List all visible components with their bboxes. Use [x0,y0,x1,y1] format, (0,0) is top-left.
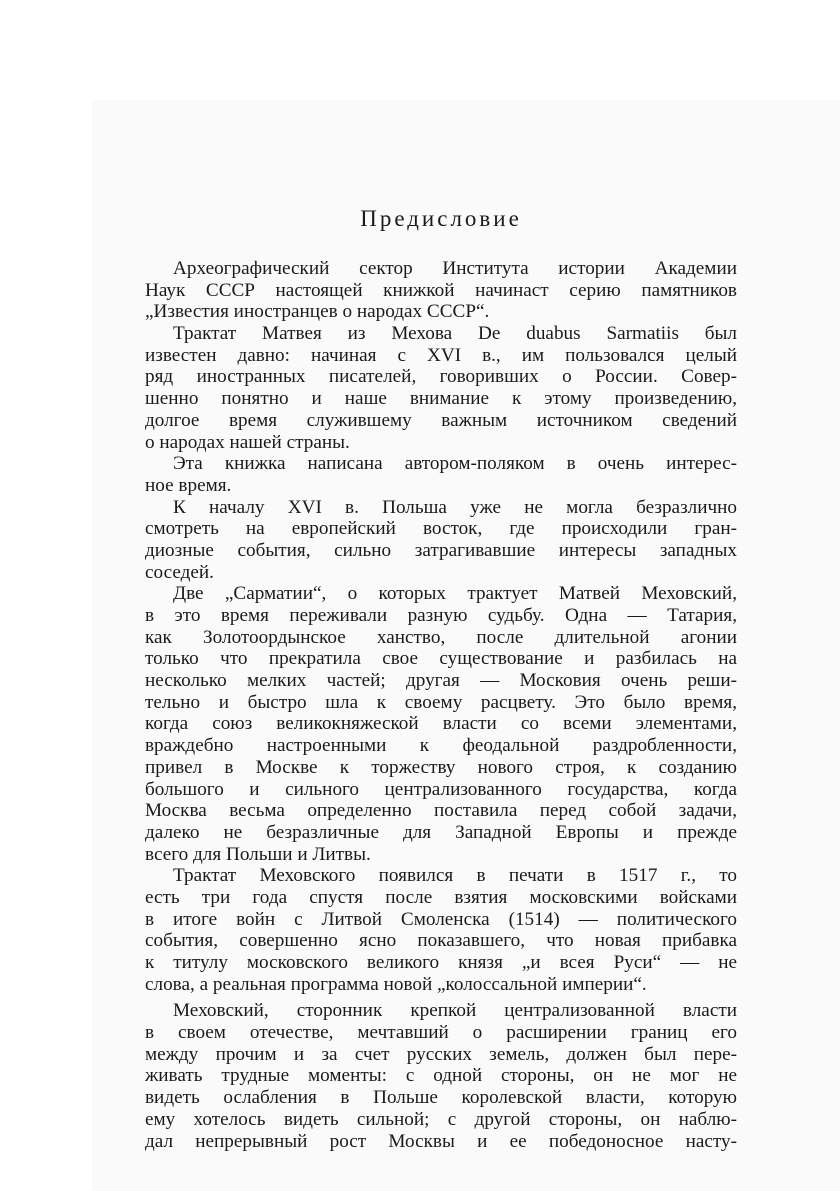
text-line: привел в Москве к торжеству нового строя, к созданию [145,756,737,778]
text-line: в это время переживали разную судьбу. Одна — Татария, [145,605,737,626]
text-line: Трактат Матвея из Мехова De duabus Sarmatiis был [173,323,737,345]
text-line: шенно понятно и наше внимание к этому произведению, [145,388,737,410]
text-line: между прочим и за счет русских земель, должен был пере- [145,1043,737,1065]
text-line: живать трудные моменты: с одной стороны, он не мог не [145,1065,737,1087]
text-line: когда союз великокняжеской власти со всеми элементами, [145,713,737,735]
text-line: долгое время служившему важным источником сведений [145,409,737,431]
text-line: только что прекратила свое существование и разбилась на [145,648,737,670]
text-line: в своем отечестве, мечтавший о расширении границ его [145,1022,737,1044]
text-line: дал непрерывный рост Москвы и ее победоносное насту- [145,1130,737,1152]
text-line: всего для Польши и Литвы. [145,843,371,865]
text-line: „Известия иностранцев о народах СССР“. [145,301,490,323]
text-line: ему хотелось видеть сильной; с другой стороны, он наблю- [145,1108,737,1130]
text-line: Москва весьма определенно поставила перед собой задачи, [145,800,737,822]
text-line: слова, а реальная программа новой „колоссальной империи“. [145,973,647,995]
text-line: Две „Сарматии“, о которых трактует Матвей Меховский, [173,583,737,605]
text-line: ное время. [145,474,232,496]
preface-text [145,204,737,1152]
text-line: диозные события, сильно затрагивавшие интересы западных [145,539,737,561]
text-line: тельно и быстро шла к своему расцвету. Это было время, [145,691,737,713]
text-line: известен давно: начиная с XVI в., им пользовался целый [145,344,737,366]
text-line: в итоге войн с Литвой Смоленска (1514) — политического [145,908,737,930]
text-line: к титулу московского великого князя „и всея Руси“ — не [145,952,737,973]
text-line: как Золотоордынское ханство, после длительной агонии [145,626,737,648]
text-line: ряд иностранных писателей, говоривших о России. Совер- [145,366,737,388]
text-line: враждебно настроенными к феодальной раздробленности, [145,735,737,757]
text-line: есть три года спустя после взятия московскими войсками [145,886,737,908]
text-line: К началу XVI в. Польша уже не могла безразлично [173,496,737,518]
text-line: видеть ослабления в Польше королевской власти, которую [145,1087,737,1109]
text-line: Наук СССР настоящей книжкой начинаст серию памятников [145,279,737,301]
text-line: события, совершенно ясно показавшего, что новая прибавка [145,930,737,952]
text-line: соседей. [145,561,214,583]
text-line: Эта книжка написана автором-поляком в очень интерес- [173,453,737,475]
text-line: несколько мелких частей; другая — Московия очень реши- [145,670,737,692]
text-line: далеко не безразличные для Западной Европы и прежде [145,821,737,843]
text-line: Археографический сектор Института истории Академии [173,258,737,279]
text-line: Трактат Меховского появился в печати в 1517 г., то [173,865,737,887]
text-line: большого и сильного централизованного государства, когда [145,778,737,800]
text-line: смотреть на европейский восток, где происходили гран- [145,518,737,540]
page-title: Предисловие [360,206,522,231]
text-line: о народах нашей страны. [145,431,350,453]
text-line: Меховский, сторонник крепкой централизованной власти [173,1000,737,1022]
